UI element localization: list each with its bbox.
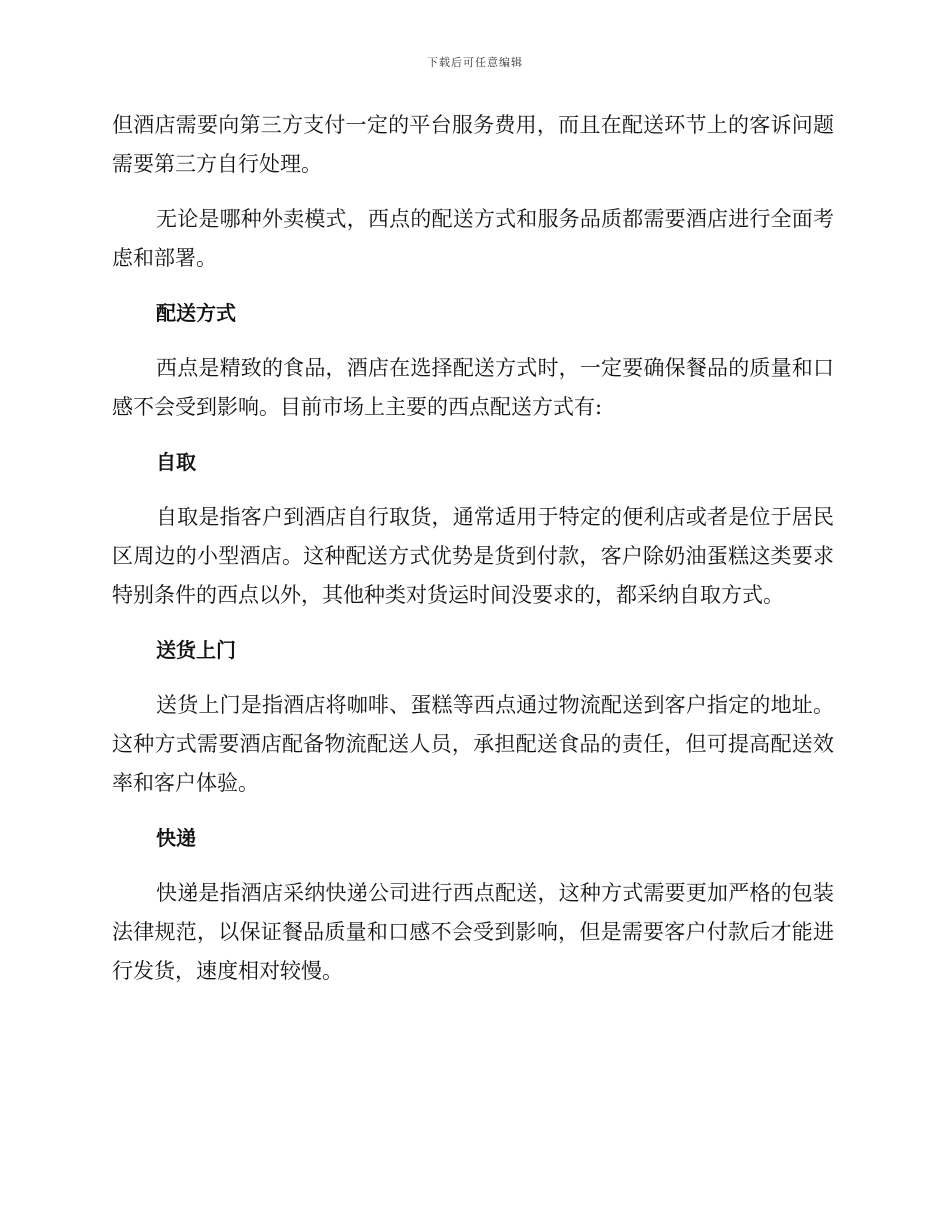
document-body <box>112 106 834 1007</box>
paragraph-express: 快递是指酒店采纳快递公司进行西点配送，这种方式需要更加严格的包装法律规范，以保证餐品质量和口感不会受到影响，但是需要客户付款后才能进行发货，速度相对较慢。 <box>112 881 834 983</box>
paragraph-door-delivery: 送货上门是指酒店将咖啡、蛋糕等西点通过物流配送到客户指定的地址。这种方式需要酒店配备物流配送人员，承担配送食品的责任，但可提高配送效率和客户体验。 <box>112 693 834 795</box>
header-note: 下载后可任意编辑 <box>427 56 523 69</box>
paragraph-continuation: 但酒店需要向第三方支付一定的平台服务费用，而且在配送环节上的客诉问题需要第三方自行处理。 <box>112 113 834 176</box>
heading-self-pickup: 自取 <box>156 450 196 474</box>
heading-express: 快递 <box>156 826 196 850</box>
heading-delivery-methods: 配送方式 <box>156 301 236 325</box>
paragraph-self-pickup: 自取是指客户到酒店自行取货，通常适用于特定的便利店或者是位于居民区周边的小型酒店。这种配送方式优势是货到付款，客户除奶油蛋糕这类要求特别条件的西点以外，其他种类对货运时间没要求的，都采纳自取方式。 <box>112 505 834 607</box>
paragraph-takeout-summary: 无论是哪种外卖模式，西点的配送方式和服务品质都需要酒店进行全面考虑和部署。 <box>112 207 834 270</box>
heading-door-delivery: 送货上门 <box>156 638 236 662</box>
paragraph-delivery-intro: 西点是精致的食品，酒店在选择配送方式时，一定要确保餐品的质量和口感不会受到影响。目前市场上主要的西点配送方式有: <box>112 356 834 419</box>
